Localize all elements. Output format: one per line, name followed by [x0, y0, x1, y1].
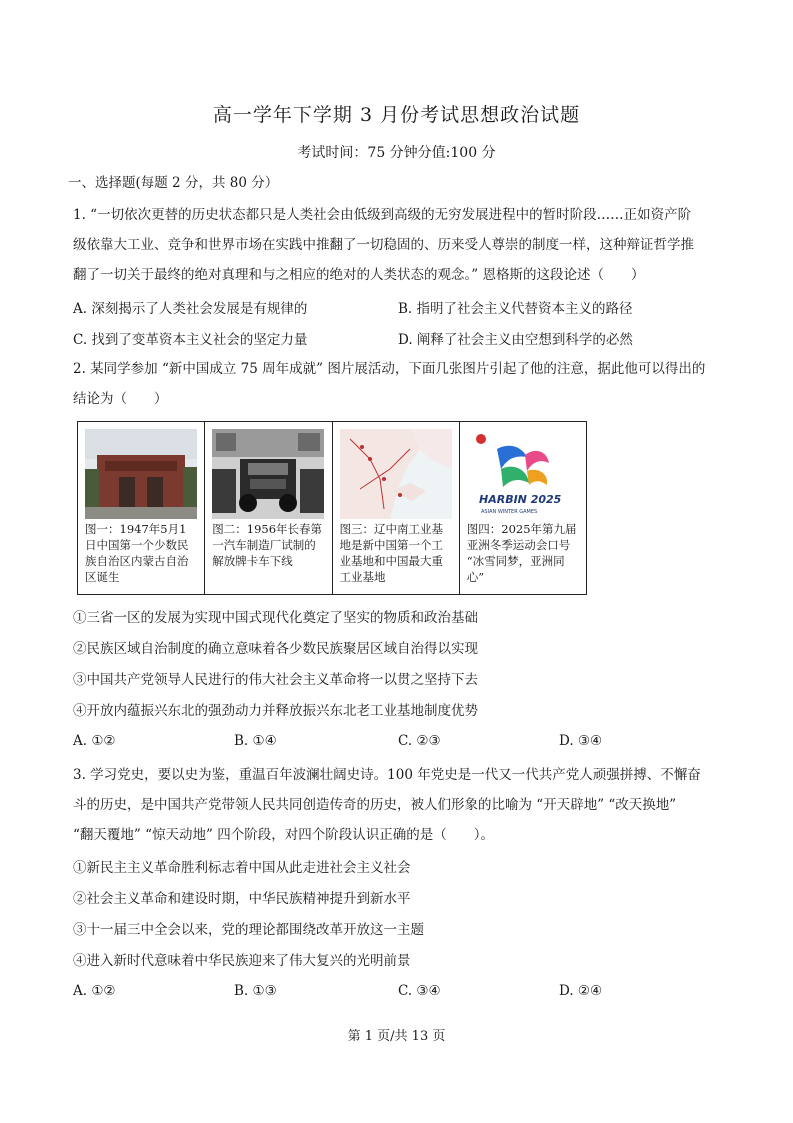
q3-option-d[interactable]: D. ②④ — [559, 983, 603, 999]
logo-text: HARBIN 2025 — [478, 493, 562, 506]
section-heading: 一、选择题(每题 2 分，共 80 分） — [68, 175, 279, 191]
figure-cell — [460, 422, 586, 594]
map-image — [340, 429, 452, 519]
monument-photo — [85, 429, 197, 519]
q2-statement: ①三省一区的发展为实现中国式现代化奠定了坚实的物质和政治基础 — [73, 610, 478, 626]
q1-line: 1. “一切依次更替的历史状态都只是人类社会由低级到高级的无穷发展进程中的暂时阶段……正如资产阶 — [73, 207, 692, 223]
logo-subtext: ASIAN WINTER GAMES — [480, 509, 537, 515]
figure-caption: 图二：1956年长春第一汽车制造厂试制的解放牌卡车下线 — [212, 522, 323, 568]
q3-statement: ④进入新时代意味着中华民族迎来了伟大复兴的光明前景 — [73, 953, 411, 969]
q2-option-d[interactable]: D. ③④ — [559, 733, 603, 749]
q2-statement: ②民族区域自治制度的确立意味着各少数民族聚居区域自治得以实现 — [73, 641, 478, 657]
figure-caption: 图三：辽中南工业基地是新中国第一个工业基地和中国最大重工业基地 — [339, 522, 443, 584]
q3-statement: ②社会主义革命和建设时期，中华民族精神提升到新水平 — [73, 891, 411, 907]
figure-caption: 图一：1947年5月1日中国第一个少数民族自治区内蒙古自治区诞生 — [85, 522, 189, 584]
q1-option-a[interactable]: A. 深刻揭示了人类社会发展是有规律的 — [73, 301, 308, 317]
q1-line: 级依靠大工业、竞争和世界市场在实践中推翻了一切稳固的、历来受人尊崇的制度一样，这种辩证哲学推 — [73, 237, 694, 253]
figure-cell — [78, 422, 205, 594]
q2-option-c[interactable]: C. ②③ — [398, 733, 441, 749]
exam-info: 考试时间：75 分钟分值:100 分 — [297, 145, 496, 161]
q1-option-b[interactable]: B. 指明了社会主义代替资本主义的路径 — [398, 301, 633, 317]
q2-option-a[interactable]: A. ①② — [73, 733, 116, 749]
harbin-2025-logo — [467, 429, 579, 519]
q3-option-c[interactable]: C. ③④ — [398, 983, 441, 999]
q3-line: “翻天覆地” “惊天动地” 四个阶段，对四个阶段认识正确的是（ ）。 — [73, 827, 494, 843]
q3-option-a[interactable]: A. ①② — [73, 983, 116, 999]
truck-photo — [212, 429, 324, 519]
figure-cell — [205, 422, 332, 594]
figure-caption: 图四：2025年第九届亚洲冬季运动会口号 “冰雪同梦，亚洲同心” — [466, 522, 577, 584]
figure-table — [77, 421, 587, 595]
q2-line: 2. 某同学参加 “新中国成立 75 周年成就” 图片展活动，下面几张图片引起了他的注意，据此他可以得出的 — [73, 361, 706, 377]
q3-statement: ③十一届三中全会以来，党的理论都围绕改革开放这一主题 — [73, 922, 424, 938]
q2-option-b[interactable]: B. ①④ — [234, 733, 277, 749]
q3-line: 3. 学习党史，要以史为鉴，重温百年波澜壮阔史诗。100 年党史是一代又一代共产党人顽强拼搏、不懈奋 — [73, 767, 701, 783]
q1-option-d[interactable]: D. 阐释了社会主义由空想到科学的必然 — [398, 332, 633, 348]
q2-statement: ④开放内蕴振兴东北的强劲动力并释放振兴东北老工业基地制度优势 — [73, 703, 478, 719]
page-number: 第 1 页/共 13 页 — [347, 1029, 446, 1044]
q3-statement: ①新民主主义革命胜利标志着中国从此走进社会主义社会 — [73, 860, 411, 876]
q1-option-c[interactable]: C. 找到了变革资本主义社会的坚定力量 — [73, 332, 308, 348]
q1-line: 翻了一切关于最终的绝对真理和与之相应的绝对的人类状态的观念。” 恩格斯的这段论述（ ） — [73, 267, 645, 283]
page-title: 高一学年下学期 3 月份考试思想政治试题 — [212, 104, 581, 126]
q2-line: 结论为（ ） — [73, 391, 168, 407]
q3-option-b[interactable]: B. ①③ — [234, 983, 277, 999]
figure-cell — [333, 422, 460, 594]
q3-line: 斗的历史，是中国共产党带领人民共同创造传奇的历史，被人们形象的比喻为 “开天辟地” “改天换地” — [73, 797, 677, 813]
q2-statement: ③中国共产党领导人民进行的伟大社会主义革命将一以贯之坚持下去 — [73, 672, 478, 688]
